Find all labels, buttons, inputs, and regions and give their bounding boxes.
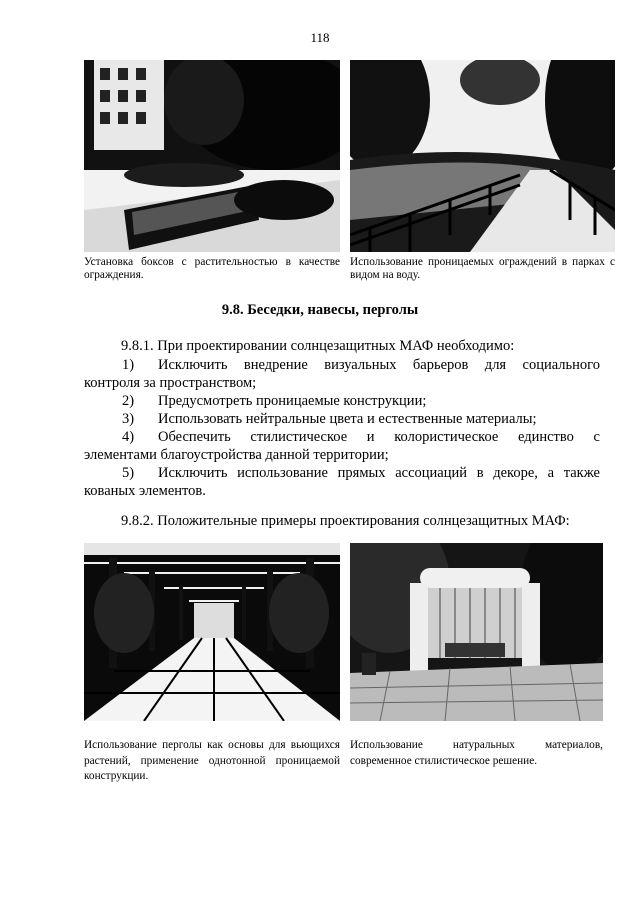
photo-boxes-with-plants: [84, 60, 340, 252]
list-item-text: Обеспечить стилистическое и колористическое единство с: [158, 429, 600, 445]
list-item-continuation: контроля за пространством;: [84, 375, 257, 391]
list-item-continuation: кованых элементов.: [84, 483, 206, 499]
list-item: [84, 428, 600, 446]
list-item: [84, 392, 600, 410]
list-item-text: Использовать нейтральные цвета и естественные материалы;: [158, 411, 537, 427]
list-item-continuation: элементами благоустройства данной территории;: [84, 447, 389, 463]
list-item-text: Исключить внедрение визуальных барьеров для социального: [158, 357, 600, 373]
list-item: [84, 410, 600, 428]
caption-top-right: Использование проницаемых ограждений в парках с видом на воду.: [350, 256, 615, 281]
list-item-number: 1): [122, 357, 135, 373]
list-item-text: Исключить использование прямых ассоциаций в декоре, а также: [158, 465, 600, 481]
list-item-number: 4): [122, 429, 135, 445]
section-title: 9.8. Беседки, навесы, перголы: [221, 302, 419, 318]
caption-top-left: Установка боксов с растительностью в качестве ограждения.: [84, 256, 340, 281]
list-item-text: Предусмотреть проницаемые конструкции;: [158, 393, 427, 409]
list-item: [84, 356, 600, 374]
caption-bottom-left: Использование перголы как основы для вьющихся растений, применение однотонной проницаемой конструкции.: [84, 739, 340, 782]
photo-park-fence-water: [350, 60, 615, 252]
caption-bottom-right: Использование натуральных материалов, современное стилистическое решение.: [350, 739, 603, 767]
list-item-number: 2): [122, 393, 135, 409]
list-item: [84, 464, 600, 482]
photo-modern-gazebo: [350, 543, 603, 721]
list-item-number: 3): [122, 411, 135, 427]
page-number: 118: [310, 30, 330, 45]
photo-pergola: [84, 543, 340, 721]
paragraph-9-8-2-intro: 9.8.2. Положительные примеры проектирования солнцезащитных МАФ:: [121, 513, 570, 529]
list-item-number: 5): [122, 465, 135, 481]
paragraph-9-8-1-intro: 9.8.1. При проектировании солнцезащитных МАФ необходимо:: [121, 338, 515, 354]
